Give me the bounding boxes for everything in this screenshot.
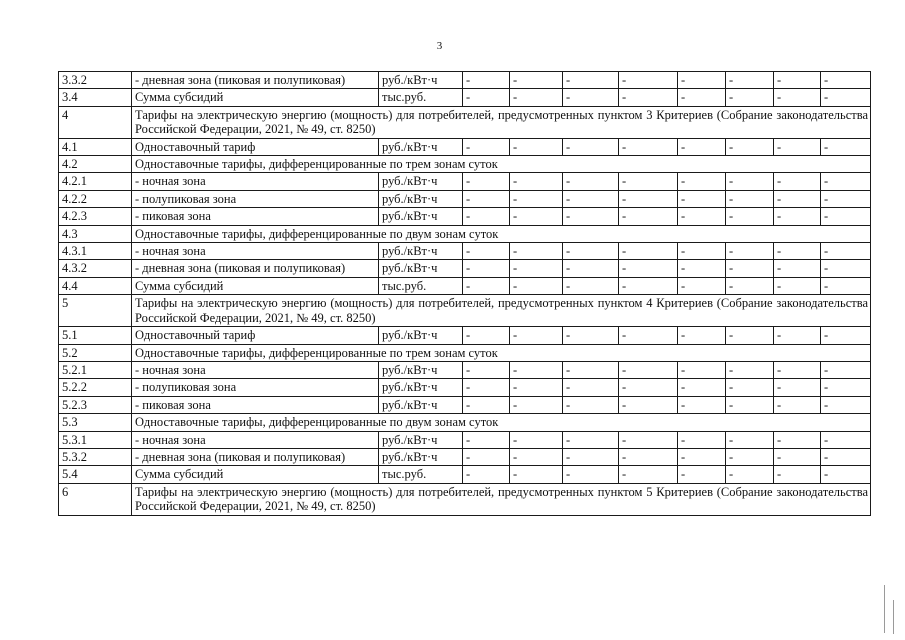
row-label: Сумма субсидий: [132, 277, 379, 294]
value-cell: -: [726, 448, 774, 465]
value-cell: -: [563, 379, 619, 396]
scan-edge-mark: [893, 600, 894, 634]
value-cell: -: [619, 72, 678, 89]
value-cell: -: [563, 89, 619, 106]
value-cell: -: [774, 448, 821, 465]
value-cell: -: [821, 260, 871, 277]
value-cell: -: [563, 396, 619, 413]
value-cell: -: [463, 208, 510, 225]
value-cell: -: [619, 260, 678, 277]
value-cell: -: [726, 208, 774, 225]
value-cell: -: [463, 260, 510, 277]
value-cell: -: [463, 431, 510, 448]
row-code: 5.1: [59, 327, 132, 344]
row-unit: руб./кВт·ч: [379, 243, 463, 260]
value-cell: -: [563, 260, 619, 277]
value-cell: -: [619, 327, 678, 344]
section-title: Тарифы на электрическую энергию (мощность) для потребителей, предусмотренных пунктом 5 Критериев (Собрание законодательства Российской Федерации, 2021, № 49, ст. 8250): [132, 483, 871, 515]
row-label: Сумма субсидий: [132, 89, 379, 106]
row-unit: руб./кВт·ч: [379, 327, 463, 344]
value-cell: -: [821, 208, 871, 225]
section-title: Одноставочные тарифы, дифференцированные по двум зонам суток: [132, 225, 871, 242]
value-cell: -: [726, 361, 774, 378]
row-label: - дневная зона (пиковая и полупиковая): [132, 72, 379, 89]
table-row: [59, 208, 871, 225]
table-row: [59, 448, 871, 465]
row-code: 3.4: [59, 89, 132, 106]
row-label: - ночная зона: [132, 361, 379, 378]
value-cell: -: [774, 190, 821, 207]
row-unit: тыс.руб.: [379, 89, 463, 106]
section-header-row: [59, 295, 871, 327]
value-cell: -: [510, 89, 563, 106]
row-label: - полупиковая зона: [132, 379, 379, 396]
value-cell: -: [726, 277, 774, 294]
value-cell: -: [774, 89, 821, 106]
value-cell: -: [774, 379, 821, 396]
row-unit: руб./кВт·ч: [379, 208, 463, 225]
value-cell: -: [821, 243, 871, 260]
value-cell: -: [510, 396, 563, 413]
value-cell: -: [563, 138, 619, 155]
table-row: [59, 431, 871, 448]
row-unit: руб./кВт·ч: [379, 190, 463, 207]
value-cell: -: [510, 138, 563, 155]
value-cell: -: [726, 190, 774, 207]
value-cell: -: [774, 138, 821, 155]
value-cell: -: [619, 448, 678, 465]
value-cell: -: [463, 72, 510, 89]
value-cell: -: [563, 431, 619, 448]
value-cell: -: [821, 72, 871, 89]
value-cell: -: [510, 243, 563, 260]
value-cell: -: [510, 466, 563, 483]
value-cell: -: [678, 466, 726, 483]
table-row: [59, 379, 871, 396]
scan-edge-mark: [884, 585, 885, 633]
row-label: Одноставочный тариф: [132, 138, 379, 155]
value-cell: -: [821, 173, 871, 190]
value-cell: -: [774, 277, 821, 294]
row-code: 4.1: [59, 138, 132, 155]
value-cell: -: [726, 72, 774, 89]
value-cell: -: [774, 361, 821, 378]
value-cell: -: [510, 277, 563, 294]
value-cell: -: [821, 277, 871, 294]
value-cell: -: [726, 431, 774, 448]
value-cell: -: [678, 260, 726, 277]
row-unit: руб./кВт·ч: [379, 431, 463, 448]
tariff-table: [58, 71, 871, 516]
table-row: [59, 138, 871, 155]
table-row: [59, 89, 871, 106]
section-title: Тарифы на электрическую энергию (мощность) для потребителей, предусмотренных пунктом 4 Критериев (Собрание законодательства Российской Федерации, 2021, № 49, ст. 8250): [132, 295, 871, 327]
value-cell: -: [821, 138, 871, 155]
value-cell: -: [619, 173, 678, 190]
value-cell: -: [510, 72, 563, 89]
row-code: 5.2.2: [59, 379, 132, 396]
row-code: 5.4: [59, 466, 132, 483]
value-cell: -: [463, 243, 510, 260]
value-cell: -: [510, 260, 563, 277]
value-cell: -: [678, 448, 726, 465]
row-code: 4.2.2: [59, 190, 132, 207]
row-unit: руб./кВт·ч: [379, 379, 463, 396]
value-cell: -: [774, 396, 821, 413]
tariff-table-body: [59, 72, 871, 516]
value-cell: -: [510, 431, 563, 448]
value-cell: -: [619, 361, 678, 378]
value-cell: -: [774, 173, 821, 190]
value-cell: -: [678, 173, 726, 190]
value-cell: -: [563, 173, 619, 190]
row-code: 3.3.2: [59, 72, 132, 89]
value-cell: -: [678, 277, 726, 294]
value-cell: -: [463, 396, 510, 413]
table-row: [59, 466, 871, 483]
row-label: Одноставочный тариф: [132, 327, 379, 344]
row-code: 4.3.2: [59, 260, 132, 277]
value-cell: -: [678, 396, 726, 413]
row-label: - пиковая зона: [132, 396, 379, 413]
row-code: 4: [59, 106, 132, 138]
row-unit: тыс.руб.: [379, 466, 463, 483]
value-cell: -: [726, 260, 774, 277]
row-label: Сумма субсидий: [132, 466, 379, 483]
value-cell: -: [563, 327, 619, 344]
value-cell: -: [821, 89, 871, 106]
value-cell: -: [678, 190, 726, 207]
value-cell: -: [619, 466, 678, 483]
row-label: - ночная зона: [132, 431, 379, 448]
table-row: [59, 243, 871, 260]
value-cell: -: [726, 89, 774, 106]
value-cell: -: [726, 327, 774, 344]
value-cell: -: [774, 208, 821, 225]
table-row: [59, 396, 871, 413]
value-cell: -: [463, 277, 510, 294]
section-header-row: [59, 483, 871, 515]
row-code: 5.3.2: [59, 448, 132, 465]
value-cell: -: [619, 277, 678, 294]
value-cell: -: [678, 431, 726, 448]
value-cell: -: [510, 379, 563, 396]
value-cell: -: [678, 327, 726, 344]
row-unit: руб./кВт·ч: [379, 361, 463, 378]
table-row: [59, 72, 871, 89]
value-cell: -: [463, 89, 510, 106]
section-header-row: [59, 344, 871, 361]
value-cell: -: [821, 190, 871, 207]
section-header-row: [59, 225, 871, 242]
value-cell: -: [726, 173, 774, 190]
section-header-row: [59, 106, 871, 138]
row-unit: руб./кВт·ч: [379, 448, 463, 465]
value-cell: -: [463, 138, 510, 155]
value-cell: -: [463, 448, 510, 465]
value-cell: -: [726, 379, 774, 396]
value-cell: -: [463, 327, 510, 344]
table-row: [59, 277, 871, 294]
value-cell: -: [563, 208, 619, 225]
table-row: [59, 260, 871, 277]
value-cell: -: [678, 208, 726, 225]
value-cell: -: [678, 361, 726, 378]
value-cell: -: [726, 138, 774, 155]
value-cell: -: [774, 466, 821, 483]
row-code: 5.2.1: [59, 361, 132, 378]
value-cell: -: [463, 379, 510, 396]
value-cell: -: [510, 190, 563, 207]
value-cell: -: [678, 89, 726, 106]
table-row: [59, 327, 871, 344]
row-code: 4.4: [59, 277, 132, 294]
row-label: - дневная зона (пиковая и полупиковая): [132, 448, 379, 465]
row-code: 4.3.1: [59, 243, 132, 260]
table-row: [59, 361, 871, 378]
value-cell: -: [563, 72, 619, 89]
row-unit: руб./кВт·ч: [379, 138, 463, 155]
value-cell: -: [726, 466, 774, 483]
value-cell: -: [463, 173, 510, 190]
row-code: 4.2: [59, 156, 132, 173]
value-cell: -: [510, 208, 563, 225]
section-header-row: [59, 414, 871, 431]
value-cell: -: [774, 243, 821, 260]
page-number: 3: [436, 40, 443, 52]
value-cell: -: [619, 396, 678, 413]
value-cell: -: [821, 379, 871, 396]
value-cell: -: [619, 243, 678, 260]
value-cell: -: [619, 379, 678, 396]
row-label: - пиковая зона: [132, 208, 379, 225]
value-cell: -: [563, 361, 619, 378]
value-cell: -: [463, 361, 510, 378]
table-row: [59, 173, 871, 190]
table-row: [59, 190, 871, 207]
section-title: Одноставочные тарифы, дифференцированные по двум зонам суток: [132, 414, 871, 431]
row-unit: тыс.руб.: [379, 277, 463, 294]
row-code: 6: [59, 483, 132, 515]
value-cell: -: [510, 173, 563, 190]
section-title: Тарифы на электрическую энергию (мощность) для потребителей, предусмотренных пунктом 3 Критериев (Собрание законодательства Российской Федерации, 2021, № 49, ст. 8250): [132, 106, 871, 138]
value-cell: -: [774, 260, 821, 277]
value-cell: -: [821, 466, 871, 483]
value-cell: -: [463, 466, 510, 483]
value-cell: -: [619, 208, 678, 225]
row-label: - дневная зона (пиковая и полупиковая): [132, 260, 379, 277]
row-code: 5.3.1: [59, 431, 132, 448]
row-code: 5.2: [59, 344, 132, 361]
section-title: Одноставочные тарифы, дифференцированные по трем зонам суток: [132, 156, 871, 173]
value-cell: -: [563, 243, 619, 260]
value-cell: -: [678, 138, 726, 155]
value-cell: -: [678, 243, 726, 260]
value-cell: -: [563, 448, 619, 465]
row-code: 4.3: [59, 225, 132, 242]
value-cell: -: [563, 190, 619, 207]
value-cell: -: [510, 327, 563, 344]
value-cell: -: [463, 190, 510, 207]
row-code: 5.3: [59, 414, 132, 431]
row-code: 5: [59, 295, 132, 327]
row-code: 5.2.3: [59, 396, 132, 413]
value-cell: -: [821, 396, 871, 413]
value-cell: -: [678, 72, 726, 89]
value-cell: -: [619, 138, 678, 155]
value-cell: -: [821, 431, 871, 448]
row-unit: руб./кВт·ч: [379, 72, 463, 89]
value-cell: -: [774, 72, 821, 89]
section-title: Одноставочные тарифы, дифференцированные по трем зонам суток: [132, 344, 871, 361]
value-cell: -: [821, 327, 871, 344]
row-label: - полупиковая зона: [132, 190, 379, 207]
section-header-row: [59, 156, 871, 173]
value-cell: -: [510, 448, 563, 465]
value-cell: -: [774, 431, 821, 448]
value-cell: -: [510, 361, 563, 378]
value-cell: -: [726, 243, 774, 260]
value-cell: -: [821, 361, 871, 378]
value-cell: -: [821, 448, 871, 465]
value-cell: -: [619, 431, 678, 448]
row-unit: руб./кВт·ч: [379, 173, 463, 190]
row-code: 4.2.3: [59, 208, 132, 225]
value-cell: -: [726, 396, 774, 413]
value-cell: -: [619, 190, 678, 207]
row-code: 4.2.1: [59, 173, 132, 190]
row-label: - ночная зона: [132, 243, 379, 260]
value-cell: -: [563, 277, 619, 294]
value-cell: -: [619, 89, 678, 106]
value-cell: -: [678, 379, 726, 396]
row-unit: руб./кВт·ч: [379, 396, 463, 413]
value-cell: -: [563, 466, 619, 483]
row-label: - ночная зона: [132, 173, 379, 190]
row-unit: руб./кВт·ч: [379, 260, 463, 277]
value-cell: -: [774, 327, 821, 344]
